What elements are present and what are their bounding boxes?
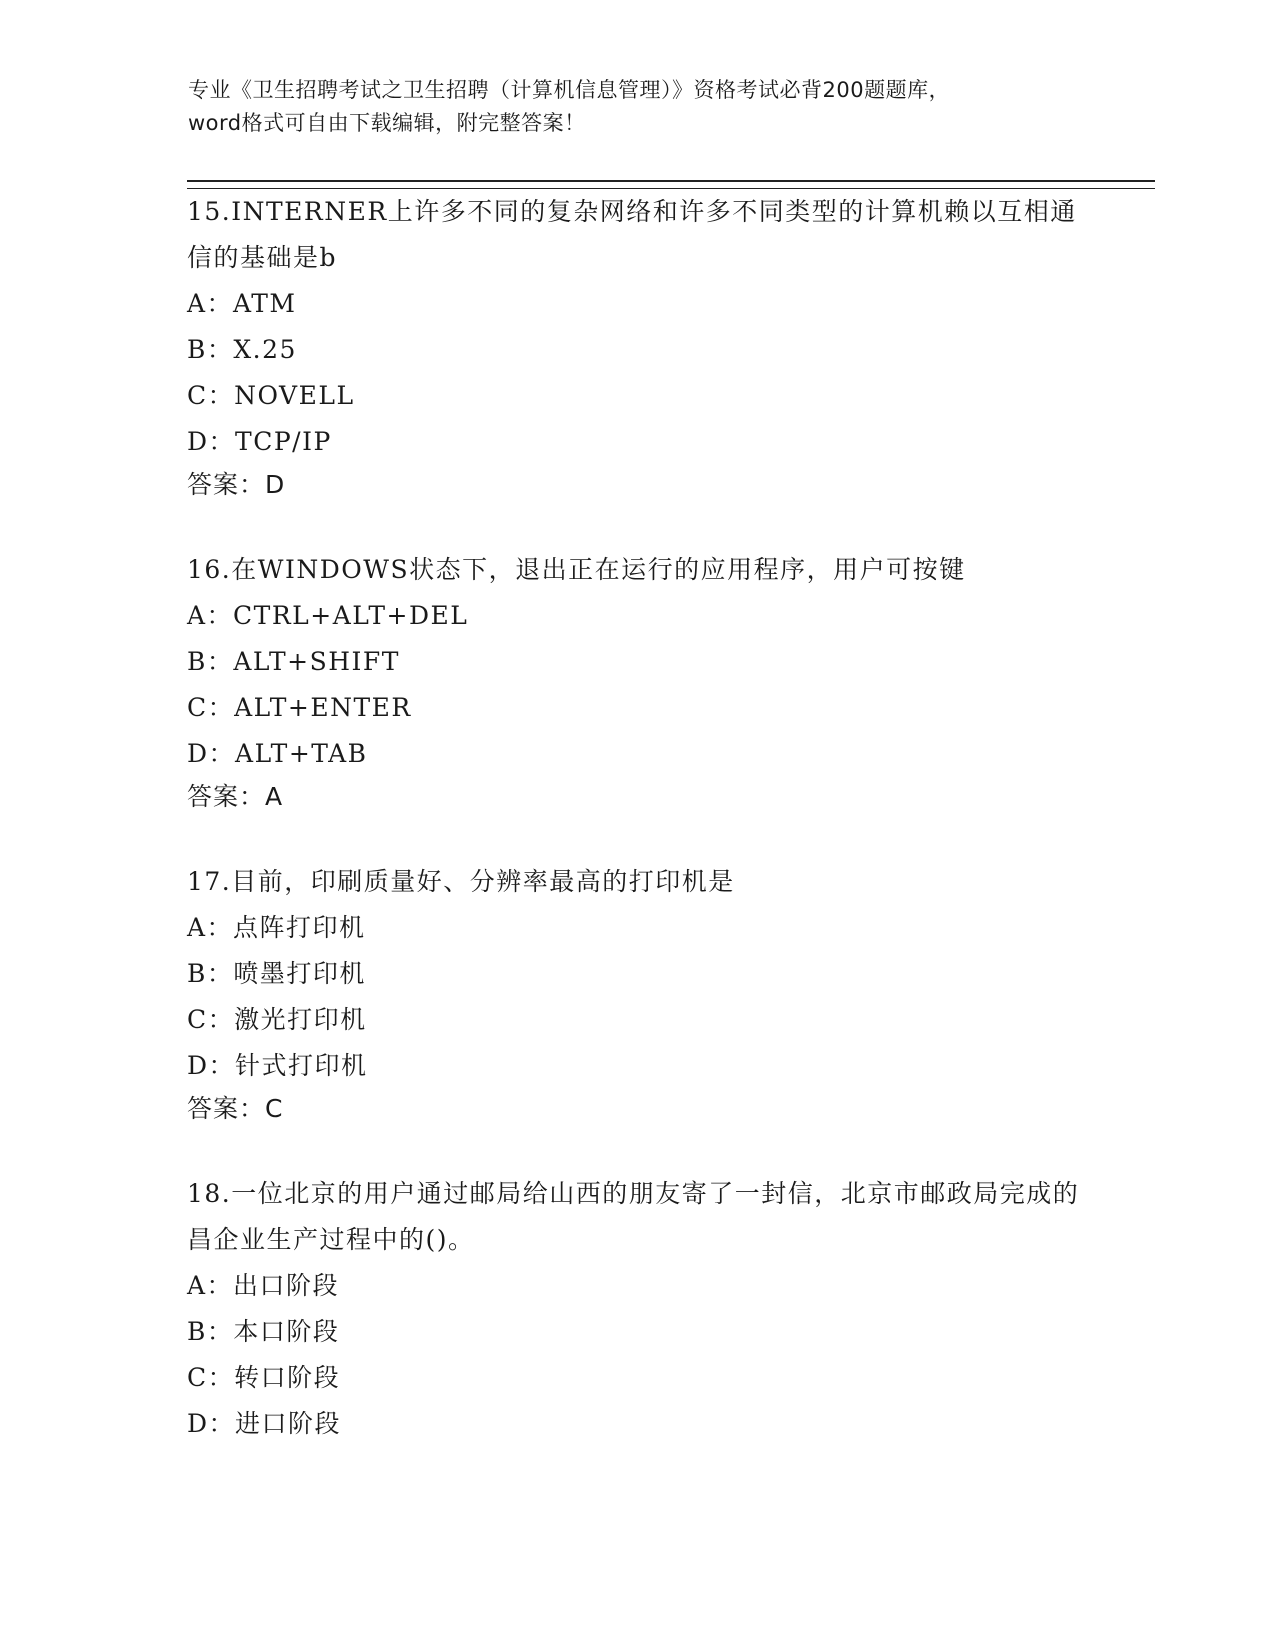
option-b: B：X.25	[187, 335, 297, 364]
option-a: A：出口阶段	[187, 1271, 340, 1300]
question-15	[187, 189, 1087, 505]
option-b: B：喷墨打印机	[187, 959, 366, 988]
option-d: D：进口阶段	[187, 1409, 342, 1438]
option-d: D：TCP/IP	[187, 427, 332, 456]
option-b: B：ALT+SHIFT	[187, 647, 400, 676]
document-header	[188, 74, 1088, 140]
question-stem: 17.目前，印刷质量好、分辨率最高的打印机是	[187, 867, 735, 896]
question-stem: 15.INTERNER上许多不同的复杂网络和许多不同类型的计算机赖以互相通信的基础是b	[187, 197, 1077, 272]
option-a: A：ATM	[187, 289, 297, 318]
question-stem: 16.在WINDOWS状态下，退出正在运行的应用程序，用户可按键	[187, 555, 966, 584]
option-c: C：激光打印机	[187, 1005, 367, 1034]
option-a: A：点阵打印机	[187, 913, 366, 942]
question-18	[187, 1171, 1087, 1447]
option-b: B：本口阶段	[187, 1317, 340, 1346]
option-a: A：CTRL+ALT+DEL	[187, 601, 469, 630]
answer-line: 答案：D	[187, 470, 286, 499]
question-16	[187, 547, 1087, 817]
question-list	[187, 189, 1087, 1489]
question-17	[187, 859, 1087, 1129]
option-c: C：转口阶段	[187, 1363, 341, 1392]
option-c: C：NOVELL	[187, 381, 355, 410]
option-c: C：ALT+ENTER	[187, 693, 412, 722]
option-d: D：ALT+TAB	[187, 739, 368, 768]
question-stem: 18.一位北京的用户通过邮局给山西的朋友寄了一封信，北京市邮政局完成的昌企业生产过程中的()。	[187, 1179, 1080, 1254]
header-title-line-1: 专业《卫生招聘考试之卫生招聘（计算机信息管理）》资格考试必背200题题库，	[188, 78, 951, 102]
option-d: D：针式打印机	[187, 1051, 368, 1080]
header-title-line-2: word格式可自由下载编辑，附完整答案！	[188, 111, 586, 135]
header-divider	[187, 180, 1155, 189]
answer-line: 答案：A	[187, 782, 284, 811]
answer-line: 答案：C	[187, 1094, 284, 1123]
